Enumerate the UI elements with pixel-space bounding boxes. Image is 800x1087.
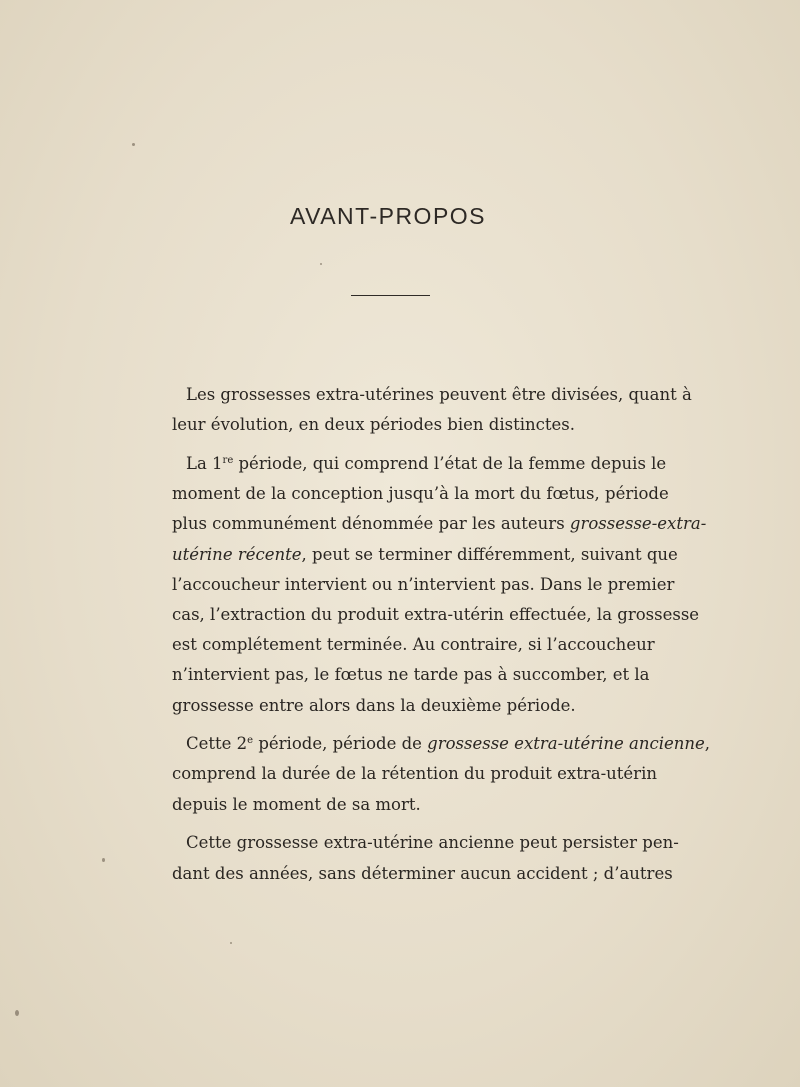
italic-term: grossesse extra-utérine ancienne	[427, 734, 705, 754]
paper-speck	[15, 1010, 19, 1016]
text-line: leur évolution, en deux périodes bien distinctes.	[172, 415, 575, 435]
text-line: est complétement terminée. Au contraire, si l’accoucheur	[172, 635, 655, 655]
paper-speck	[132, 143, 135, 146]
text-line: depuis le moment de sa mort.	[172, 794, 421, 814]
text-line: grossesse entre alors dans la deuxième période.	[172, 695, 576, 715]
superscript: re	[222, 454, 234, 466]
italic-term: utérine récente	[172, 544, 302, 564]
text-line: n’intervient pas, le fœtus ne tarde pas à succomber, et la	[172, 665, 650, 685]
paragraph	[158, 729, 711, 820]
text-line: Les grossesses extra-utérines peuvent être divisées, quant à	[186, 385, 692, 404]
text-line: Cette grossesse extra-utérine ancienne peut persister pen-	[186, 833, 679, 853]
paper-speck	[102, 858, 105, 862]
heading-rule	[351, 295, 430, 296]
text-line: moment de la conception jusqu’à la mort du fœtus, période	[172, 484, 669, 504]
paragraph	[158, 380, 692, 440]
text-line: comprend la durée de la rétention du produit extra-utérin	[172, 764, 657, 784]
paragraph	[158, 828, 679, 888]
text-line: dant des années, sans déterminer aucun accident ; d’autres	[172, 863, 673, 883]
text-line: utérine récente, peut se terminer différemment, suivant que	[172, 544, 678, 564]
text-line: Cette 2e période, période de grossesse extra-utérine ancienne,	[186, 734, 711, 754]
text-line: l’accoucheur intervient ou n’intervient pas. Dans le premier	[172, 574, 675, 594]
text-line: cas, l’extraction du produit extra-utérin effectuée, la grossesse	[172, 604, 700, 624]
body-text	[158, 380, 711, 897]
paper-speck	[320, 263, 322, 265]
text-line: La 1re période, qui comprend l’état de la femme depuis le	[186, 453, 667, 473]
paper-speck	[230, 942, 232, 944]
superscript: e	[247, 735, 254, 747]
paragraph	[158, 449, 707, 721]
italic-term: grossesse-extra-	[569, 514, 707, 534]
chapter-heading: AVANT-PROPOS	[289, 203, 487, 229]
text-line: plus communément dénommée par les auteurs grossesse-extra-	[172, 514, 707, 534]
